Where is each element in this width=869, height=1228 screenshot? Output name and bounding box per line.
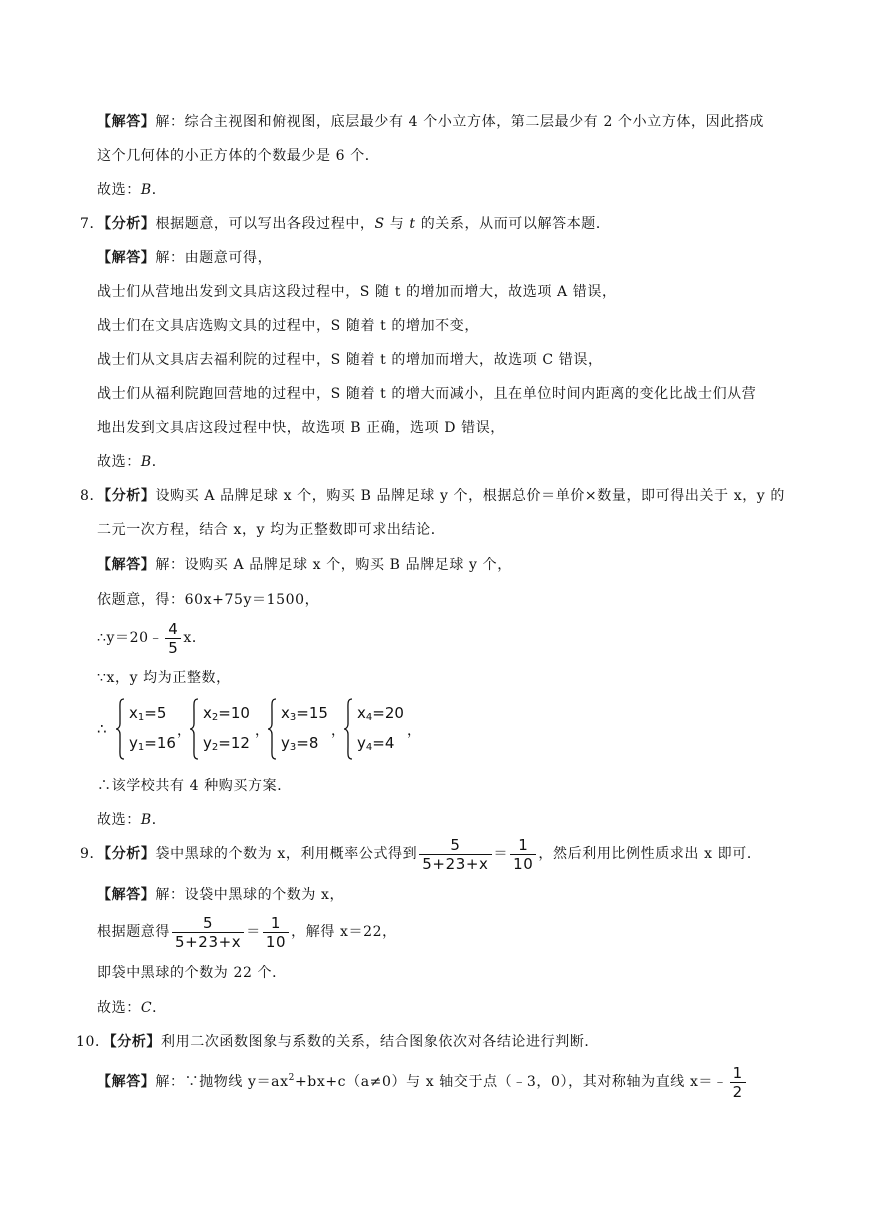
question-number: 9． bbox=[80, 846, 105, 862]
q7-line-1: 战士们从营地出发到文具店这段过程中，S 随 t 的增加而增大，故选项 A 错误， bbox=[97, 284, 617, 300]
answer-tag: 【解答】 bbox=[97, 1074, 156, 1090]
fraction: $\frac{1}{2}$ bbox=[730, 1064, 746, 1101]
q7-answer: 【解答】解：由题意可得， bbox=[97, 250, 273, 266]
q8-answer: 【解答】解：设购买 A 品牌足球 x 个，购买 B 品牌足球 y 个， bbox=[97, 557, 512, 573]
separator-comma: ， bbox=[177, 723, 191, 739]
answer-tag: 【解答】 bbox=[97, 250, 156, 266]
question-number: 10． bbox=[76, 1034, 110, 1050]
q6-choice: 故选：B． bbox=[97, 182, 167, 198]
answer-tag: 【解答】 bbox=[97, 887, 156, 903]
q7-analysis: 7．【分析】根据题意，可以写出各段过程中，S 与 t 的关系，从而可以解答本题． bbox=[80, 216, 611, 232]
q7-line-4: 战士们从福利院跑回营地的过程中，S 随着 t 的增大而减小，且在单位时间内距离的变化比战士们从营 bbox=[97, 386, 757, 402]
answer-tag: 【解答】 bbox=[97, 557, 156, 573]
question-number: 8． bbox=[80, 488, 105, 504]
q9-result: 即袋中黑球的个数为 22 个． bbox=[97, 965, 287, 981]
q6-answer-line-1 bbox=[97, 112, 764, 132]
fraction: $\frac{5}{5+23+x}$ bbox=[419, 836, 491, 873]
q9-step: 根据题意得 $\frac{5}{5+23+x}$ ＝ $\frac{1}{10}$ ，解得 x＝22， bbox=[97, 913, 397, 951]
therefore-symbol: ∴ bbox=[97, 720, 107, 738]
q8-solution-systems: ∴ $x_1=5$ $y_1=16$ ， $x_2=10$ $y_2=12$ ， $x_3=15$ $y_3=8$ ， $x_4=20$ $y_4=4$ ， bbox=[97, 698, 657, 762]
separator-comma: ， bbox=[331, 723, 345, 739]
analysis-tag: 【分析】 bbox=[104, 216, 156, 232]
separator-comma: ， bbox=[255, 723, 269, 739]
q9-analysis: 9．【分析】袋中黑球的个数为 x，利用概率公式得到 $\frac{5}{5+23+x}$ ＝ $\frac{1}{10}$ ，然后利用比例性质求出 x 即可． bbox=[80, 835, 762, 873]
q7-line-3: 战士们从文具店去福利院的过程中，S 随着 t 的增加而增大，故选项 C 错误， bbox=[97, 352, 603, 368]
q8-analysis-line-1: 8．【分析】设购买 A 品牌足球 x 个，购买 B 品牌足球 y 个，根据总价＝单价×数量，即可得出关于 x，y 的 bbox=[80, 488, 785, 504]
q10-answer: 【解答】解：∵抛物线 $y=ax^2+bx+c(a\ne 0)$与 x 轴交于点（﹣3，0），其对称轴为直线 x＝﹣ $\frac{1}{2}$ bbox=[97, 1058, 748, 1098]
fraction: $\frac{1}{10}$ bbox=[510, 836, 536, 873]
question-number: 7． bbox=[80, 216, 105, 232]
left-brace-icon bbox=[343, 698, 353, 760]
q8-analysis-line-2: 二元一次方程，结合 x，y 均为正整数即可求出结论． bbox=[97, 522, 446, 538]
fraction: $\frac{1}{10}$ bbox=[263, 914, 289, 951]
left-brace-icon bbox=[267, 698, 277, 760]
q9-answer: 【解答】解：设袋中黑球的个数为 x， bbox=[97, 887, 345, 903]
q8-because: ∵x，y 均为正整数， bbox=[97, 670, 231, 686]
q7-line-5: 地出发到文具店这段过程中快，故选项 B 正确，选项 D 错误， bbox=[97, 420, 505, 436]
q7-line-2: 战士们在文具店选购文具的过程中，S 随着 t 的增加不变， bbox=[97, 318, 479, 334]
analysis-tag: 【分析】 bbox=[104, 488, 156, 504]
q8-y-expression: ∴y＝20﹣ $\frac{4}{5}$ x． bbox=[97, 619, 207, 657]
q10-analysis: 10．【分析】利用二次函数图象与系数的关系，结合图象依次对各结论进行判断． bbox=[76, 1034, 600, 1050]
left-brace-icon bbox=[189, 698, 199, 760]
q9-choice: 故选：C． bbox=[97, 1000, 167, 1016]
answer-text: 解：综合主视图和俯视图，底层最少有 4 个小立方体，第二层最少有 2 个小立方体，因此搭成 bbox=[155, 114, 765, 130]
q8-equation: 依题意，得：60x+75y＝1500， bbox=[97, 592, 320, 608]
separator-comma: ， bbox=[407, 723, 421, 739]
analysis-tag: 【分析】 bbox=[109, 1034, 162, 1050]
q8-conclusion: ∴该学校共有 4 种购买方案． bbox=[97, 778, 292, 794]
q7-choice: 故选：B． bbox=[97, 454, 167, 470]
q8-choice: 故选：B． bbox=[97, 812, 167, 828]
q6-answer-line-2: 这个几何体的小正方体的个数最少是 6 个． bbox=[97, 148, 380, 164]
fraction: $\frac{4}{5}$ bbox=[165, 620, 181, 657]
left-brace-icon bbox=[115, 698, 125, 760]
analysis-tag: 【分析】 bbox=[104, 846, 156, 862]
fraction: $\frac{5}{5+23+x}$ bbox=[172, 914, 244, 951]
answer-tag: 【解答】 bbox=[97, 114, 156, 130]
